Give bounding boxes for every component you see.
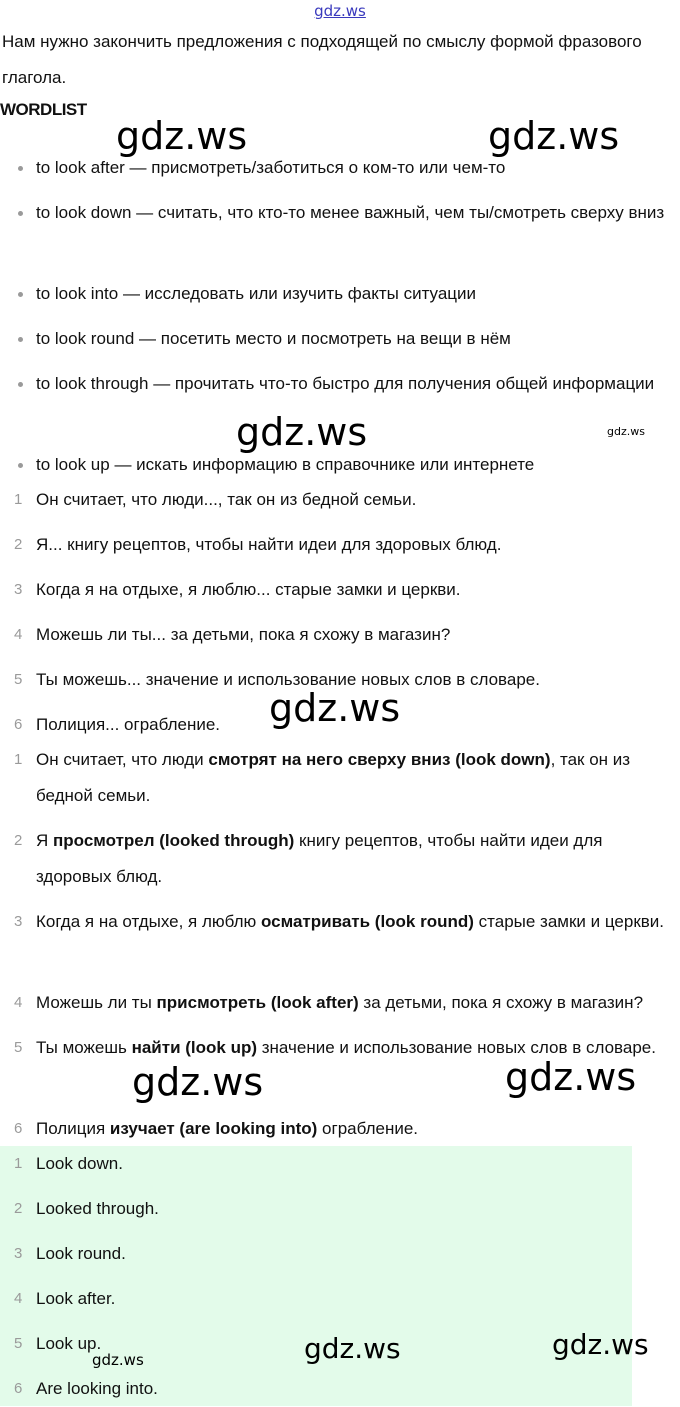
task-text: Когда я на отдыхе, я люблю... старые замки и церкви. [36,580,461,599]
list-number: 6 [14,716,23,733]
translation-text-before: Он считает, что люди [36,750,209,769]
translation-item [14,985,676,1021]
wordlist-item [36,366,676,402]
list-number: 5 [14,1335,23,1352]
intro-text: Нам нужно закончить предложения с подходящей по смыслу формой фразового глагола. [2,32,642,87]
translation-text-before: Полиция [36,1119,110,1138]
bullet-icon [18,211,23,216]
answer-text: Are looking into. [36,1379,158,1398]
translation-text-after: , так он из бедной семьи. [36,750,631,805]
answer-item [14,1371,676,1407]
wordlist-item-text: to look round — посетить место и посмотреть на вещи в нём [36,329,511,348]
answer-item [14,1281,676,1317]
wordlist-heading: WORDLIST [0,100,87,119]
answer-text: Look round. [36,1244,126,1263]
list-number: 4 [14,994,23,1011]
list-number: 6 [14,1120,23,1137]
bullet-icon [18,337,23,342]
answer-text: Look down. [36,1154,123,1173]
task-item [14,617,676,653]
translation-text-before: Я [36,831,53,850]
top-watermark-link[interactable]: gdz.ws [314,2,366,20]
answer-item [14,1191,676,1227]
translation-text-after: за детьми, пока я схожу в магазин? [358,993,644,1012]
list-number: 2 [14,1200,23,1217]
translation-answer-bold: изучает (are looking into) [109,1119,318,1138]
translation-text-after: книгу рецептов, чтобы найти идеи для здоровых блюд. [36,831,603,886]
translation-item [14,1111,676,1147]
wordlist-item-text: to look after — присмотреть/заботиться о ком-то или чем-то [36,158,506,177]
wordlist-item-text: to look up — искать информацию в справочнике или интернете [36,455,535,474]
watermark: gdz.ws [552,1328,649,1361]
watermark: gdz.ws [132,1060,264,1104]
list-number: 4 [14,626,23,643]
task-item [14,572,676,608]
translation-text-after: старые замки и церкви. [473,912,665,931]
list-number: 3 [14,581,23,598]
list-number: 5 [14,671,23,688]
watermark: gdz.ws [116,114,248,158]
watermark: gdz.ws [505,1055,637,1099]
bullet-icon [18,166,23,171]
list-number: 1 [14,491,23,508]
task-text: Полиция... ограбление. [36,715,221,734]
list-number: 1 [14,1155,23,1172]
translation-item [14,904,676,940]
list-number: 3 [14,1245,23,1262]
answer-item [14,1236,676,1272]
watermark: gdz.ws [92,1351,144,1369]
list-number: 5 [14,1039,23,1056]
answer-text: Look up. [36,1334,102,1353]
task-text: Я... книгу рецептов, чтобы найти идеи для здоровых блюд. [36,535,502,554]
translation-answer-bold: осматривать (look round) [261,912,474,931]
watermark: gdz.ws [304,1332,401,1365]
list-number: 6 [14,1380,23,1397]
wordlist-item-text: to look down — считать, что кто-то менее важный, чем ты/смотреть сверху вниз [36,203,665,222]
translation-answer-bold: найти (look up) [131,1038,258,1057]
translation-text-before: Можешь ли ты [36,993,157,1012]
translation-answer-bold: присмотреть (look after) [156,993,359,1012]
answer-text: Look after. [36,1289,116,1308]
translation-answer-bold: смотрят на него сверху вниз (look down) [208,750,551,769]
bullet-icon [18,463,23,468]
translation-text-after: ограбление. [317,1119,419,1138]
bullet-icon [18,292,23,297]
watermark: gdz.ws [488,114,620,158]
wordlist-item [36,321,676,357]
wordlist-item [36,195,676,231]
list-number: 4 [14,1290,23,1307]
wordlist-item-text: to look into — исследовать или изучить факты ситуации [36,284,477,303]
translation-text-before: Когда я на отдыхе, я люблю [36,912,262,931]
translation-text-after: значение и использование новых слов в словаре. [257,1038,656,1057]
wordlist-item [36,276,676,312]
task-text: Он считает, что люди..., так он из бедной семьи. [36,490,417,509]
list-number: 3 [14,913,23,930]
wordlist-item-text: to look through — прочитать что-то быстро для получения общей информации [36,374,655,393]
translation-answer-bold: просмотрел (looked through) [53,831,295,850]
translation-text-before: Ты можешь [36,1038,132,1057]
watermark: gdz.ws [607,425,645,438]
answer-text: Looked through. [36,1199,159,1218]
task-text: Можешь ли ты... за детьми, пока я схожу в магазин? [36,625,451,644]
task-text: Ты можешь... значение и использование новых слов в словаре. [36,670,540,689]
task-item [14,527,676,563]
list-number: 1 [14,751,23,768]
translation-item [14,823,676,895]
bullet-icon [18,382,23,387]
translation-item [14,742,676,814]
watermark: gdz.ws [236,410,368,454]
list-number: 2 [14,536,23,553]
list-number: 2 [14,832,23,849]
watermark: gdz.ws [269,686,401,730]
answer-item [14,1146,676,1182]
task-item [14,482,676,518]
